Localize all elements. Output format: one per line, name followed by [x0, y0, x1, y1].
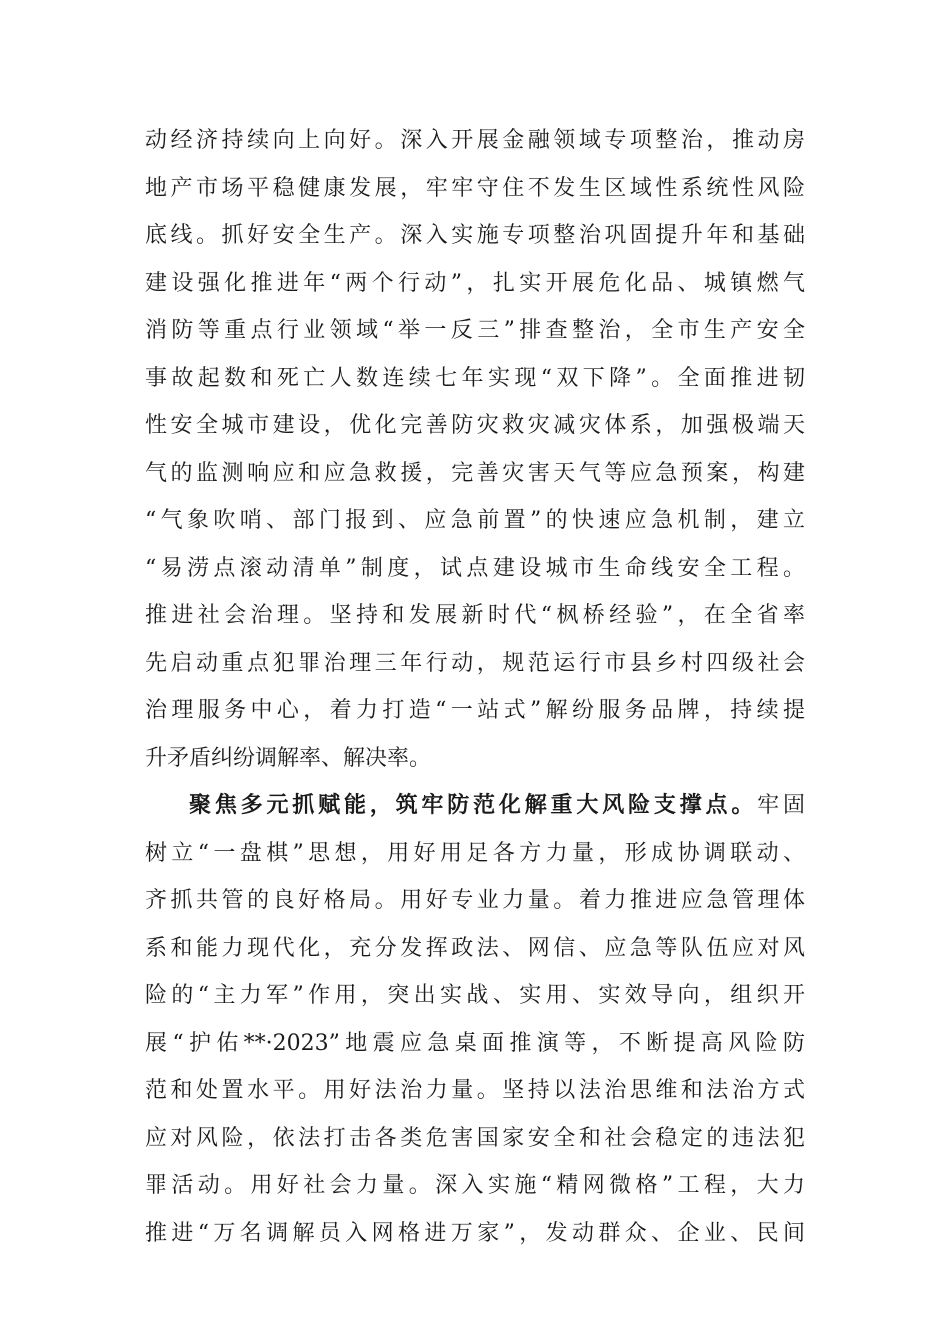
text-line: 地产市场平稳健康发展，牢牢守住不发生区域性系统性风险	[145, 175, 805, 201]
text-line: 推进社会治理。坚持和发展新时代“枫桥经验”，在全省率	[145, 603, 805, 628]
text-line: 系和能力现代化，充分发挥政法、网信、应急等队伍应对风	[145, 935, 805, 961]
text-line: 罪活动。用好社会力量。深入实施“精网微格”工程，大力	[145, 1173, 805, 1198]
text-line: 消防等重点行业领域“举一反三”排查整治，全市生产安全	[145, 318, 805, 343]
text-line: “易涝点滚动清单”制度，试点建设城市生命线安全工程。	[145, 555, 805, 581]
text-line: “气象吹哨、部门报到、应急前置”的快速应急机制，建立	[145, 508, 805, 533]
text-line: 治理服务中心，着力打造“一站式”解纷服务品牌，持续提	[145, 698, 805, 723]
text-line: 性安全城市建设，优化完善防灾救灾减灾体系，加强极端天	[145, 413, 805, 438]
text-line: 险的“主力军”作用，突出实战、实用、实效导向，组织开	[145, 983, 805, 1008]
text-line: 升矛盾纠纷调解率、解决率。	[145, 745, 432, 771]
text-line: 范和处置水平。用好法治力量。坚持以法治思维和法治方式	[145, 1078, 805, 1103]
heading-line-rest: 牢固	[757, 793, 805, 818]
document-page	[145, 117, 805, 1257]
text-line: 推进“万名调解员入网格进万家”，发动群众、企业、民间	[145, 1220, 805, 1246]
text-line-first	[145, 782, 805, 830]
text-line: 建设强化推进年“两个行动”，扎实开展危化品、城镇燃气	[145, 270, 805, 296]
text-line: 动经济持续向上向好。深入开展金融领域专项整治，推动房	[145, 128, 805, 153]
paragraph-2	[145, 782, 805, 1257]
text-line: 气的监测响应和应急救援，完善灾害天气等应急预案，构建	[145, 460, 805, 486]
text-line: 应对风险，依法打击各类危害国家安全和社会稳定的违法犯	[145, 1125, 805, 1151]
text-line: 齐抓共管的良好格局。用好专业力量。着力推进应急管理体	[145, 888, 805, 913]
text-line: 树立“一盘棋”思想，用好用足各方力量，形成协调联动、	[145, 840, 805, 866]
paragraph-1	[145, 117, 805, 782]
text-line: 先启动重点犯罪治理三年行动，规范运行市县乡村四级社会	[145, 650, 805, 676]
text-line: 展“护佑**·2023”地震应急桌面推演等，不断提高风险防	[145, 1030, 805, 1056]
text-line: 底线。抓好安全生产。深入实施专项整治巩固提升年和基础	[145, 223, 805, 248]
paragraph-heading: 聚焦多元抓赋能，筑牢防范化解重大风险支撑点。	[189, 793, 758, 818]
text-line: 事故起数和死亡人数连续七年实现“双下降”。全面推进韧	[145, 365, 805, 391]
